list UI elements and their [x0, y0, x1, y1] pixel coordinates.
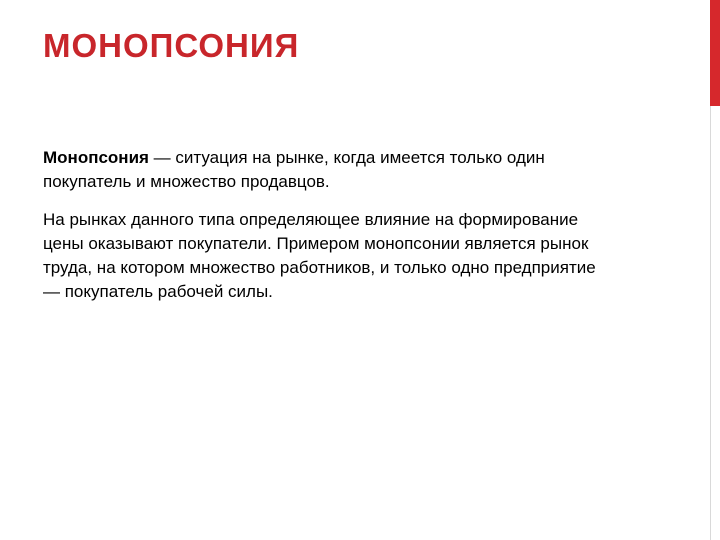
definition-term: Монопсония: [43, 148, 149, 167]
explanation-paragraph: На рынках данного типа определяющее влияние на формирование цены оказывают покупатели. Примером монопсонии является рынок труда, на котором множество работников, и только одно предприятие — покупатель рабочей силы.: [43, 210, 596, 301]
slide-body: [43, 146, 603, 318]
definition-paragraph: [43, 146, 603, 194]
accent-bar: [710, 0, 720, 106]
definition-text: — ситуация на рынке, когда имеется только один покупатель и множество продавцов.: [43, 148, 545, 191]
slide-title: МОНОПСОНИЯ: [43, 27, 300, 64]
side-rule: [710, 106, 720, 540]
